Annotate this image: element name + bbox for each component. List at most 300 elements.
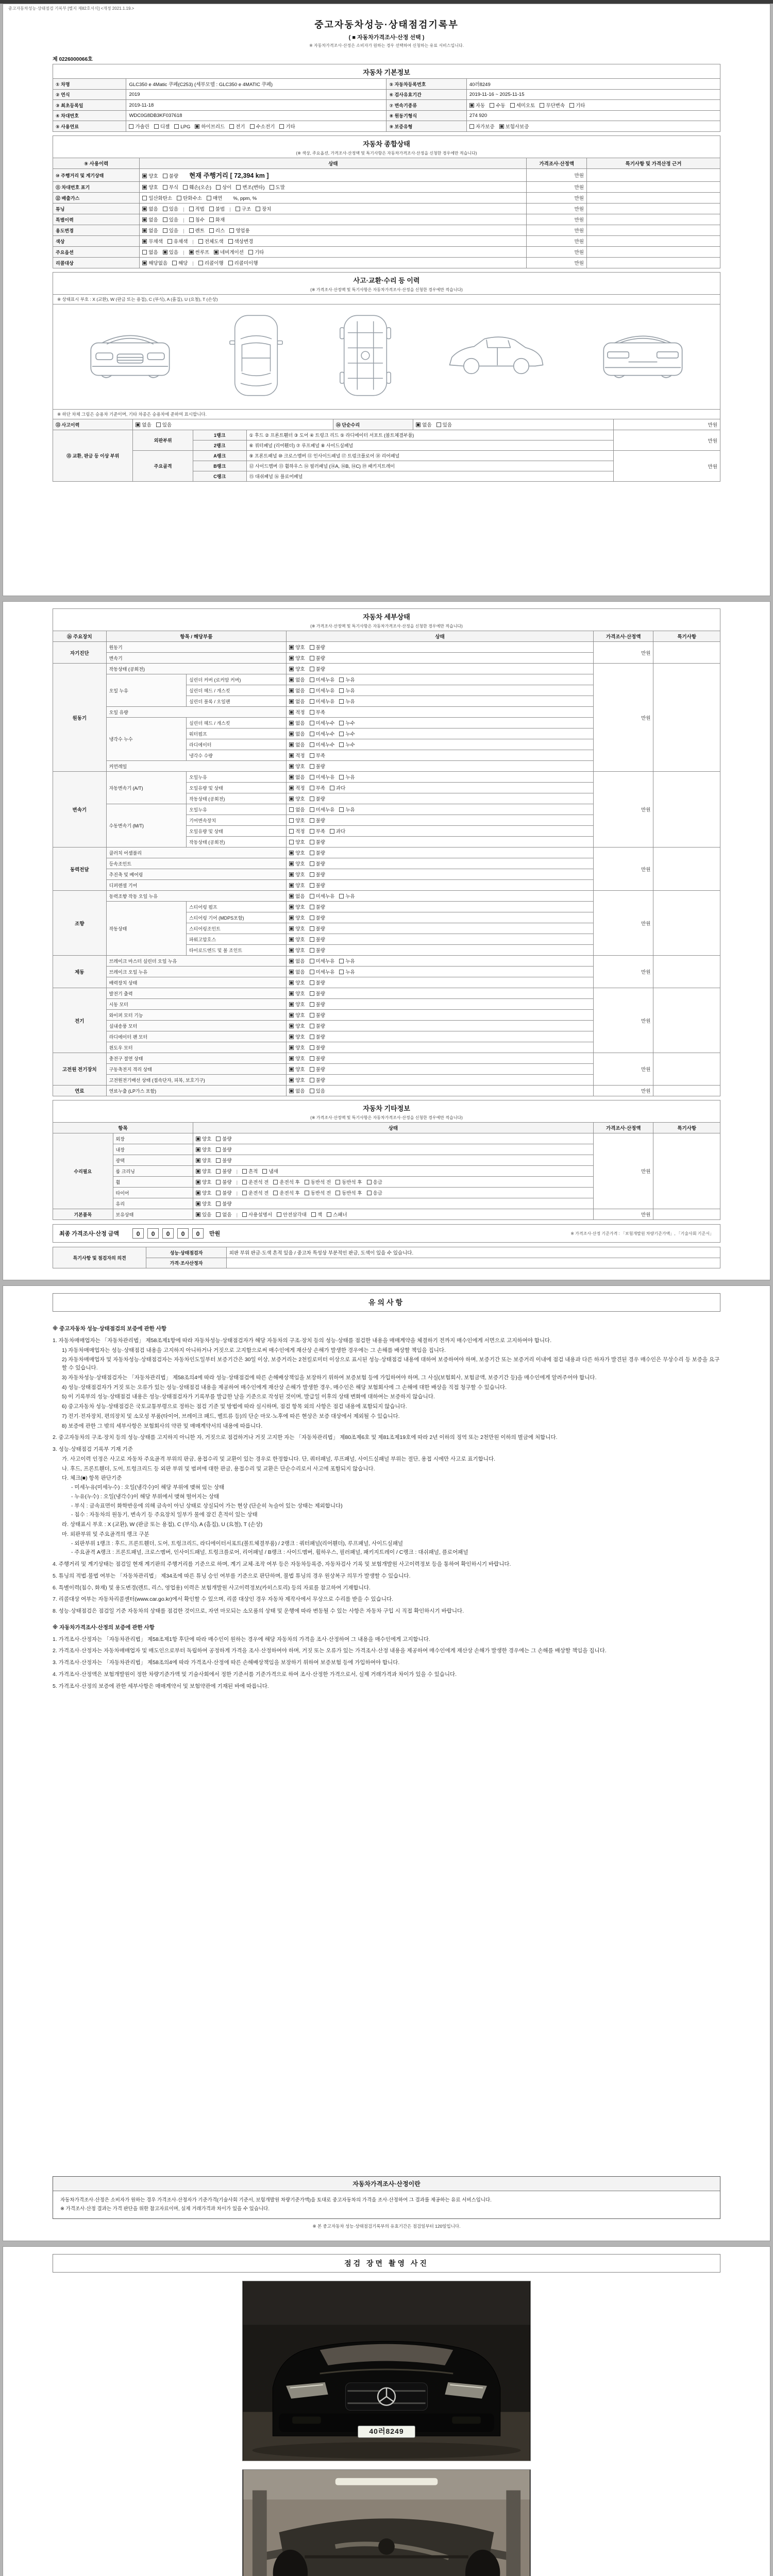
checked-checkbox-icon[interactable]: [289, 1013, 294, 1018]
checked-checkbox-icon[interactable]: [289, 775, 294, 779]
unchecked-checkbox-icon[interactable]: [189, 228, 194, 233]
checkbox-option[interactable]: [289, 773, 305, 781]
unchecked-checkbox-icon[interactable]: [310, 829, 314, 834]
checkbox-option[interactable]: [209, 227, 225, 234]
checked-checkbox-icon[interactable]: [289, 1024, 294, 1028]
checkbox-option[interactable]: [289, 903, 305, 910]
unchecked-checkbox-icon[interactable]: [273, 1191, 278, 1195]
checked-checkbox-icon[interactable]: [289, 1078, 294, 1082]
checkbox-option[interactable]: [289, 849, 305, 856]
checked-checkbox-icon[interactable]: [469, 103, 474, 108]
unchecked-checkbox-icon[interactable]: [310, 1056, 314, 1061]
checked-checkbox-icon[interactable]: [195, 124, 199, 129]
checkbox-option[interactable]: [310, 946, 325, 954]
checkbox-option[interactable]: [256, 205, 271, 212]
checkbox-option[interactable]: [339, 806, 355, 813]
unchecked-checkbox-icon[interactable]: [172, 261, 177, 265]
unchecked-checkbox-icon[interactable]: [569, 103, 574, 108]
unchecked-checkbox-icon[interactable]: [310, 796, 314, 801]
checkbox-option[interactable]: [289, 1033, 305, 1040]
checked-checkbox-icon[interactable]: [163, 250, 167, 255]
checkbox-option[interactable]: [339, 892, 355, 900]
checkbox-option[interactable]: [289, 968, 305, 975]
unchecked-checkbox-icon[interactable]: [310, 677, 314, 682]
checkbox-option[interactable]: [510, 101, 535, 109]
unchecked-checkbox-icon[interactable]: [216, 1158, 221, 1163]
checked-checkbox-icon[interactable]: [289, 796, 294, 801]
checkbox-option[interactable]: [469, 123, 495, 130]
checkbox-option[interactable]: [289, 817, 305, 824]
unchecked-checkbox-icon[interactable]: [236, 185, 241, 190]
unchecked-checkbox-icon[interactable]: [242, 1212, 247, 1217]
checkbox-option[interactable]: [289, 1022, 305, 1029]
checkbox-option[interactable]: [228, 259, 258, 266]
unchecked-checkbox-icon[interactable]: [335, 1191, 340, 1195]
checked-checkbox-icon[interactable]: [289, 1089, 294, 1093]
checkbox-option[interactable]: [289, 882, 305, 889]
checkbox-option[interactable]: [310, 957, 335, 964]
unchecked-checkbox-icon[interactable]: [163, 174, 167, 178]
checked-checkbox-icon[interactable]: [196, 1191, 200, 1195]
unchecked-checkbox-icon[interactable]: [242, 1180, 247, 1184]
checkbox-option[interactable]: [214, 248, 244, 256]
checkbox-option[interactable]: [436, 421, 452, 428]
checkbox-option[interactable]: [189, 248, 210, 256]
unchecked-checkbox-icon[interactable]: [273, 1180, 278, 1184]
checkbox-option[interactable]: [242, 1167, 258, 1175]
checkbox-option[interactable]: [198, 259, 224, 266]
checked-checkbox-icon[interactable]: [289, 677, 294, 682]
checkbox-option[interactable]: [209, 205, 225, 212]
unchecked-checkbox-icon[interactable]: [310, 688, 314, 693]
checkbox-option[interactable]: [310, 1011, 325, 1019]
unchecked-checkbox-icon[interactable]: [229, 124, 234, 129]
unchecked-checkbox-icon[interactable]: [154, 124, 159, 129]
unchecked-checkbox-icon[interactable]: [242, 1191, 247, 1195]
checked-checkbox-icon[interactable]: [142, 239, 147, 244]
checkbox-option[interactable]: [216, 1167, 231, 1175]
unchecked-checkbox-icon[interactable]: [198, 261, 203, 265]
checked-checkbox-icon[interactable]: [289, 645, 294, 650]
checkbox-option[interactable]: [310, 849, 325, 856]
checked-checkbox-icon[interactable]: [289, 710, 294, 715]
checkbox-option[interactable]: [335, 1189, 362, 1196]
checked-checkbox-icon[interactable]: [289, 937, 294, 942]
checked-checkbox-icon[interactable]: [289, 764, 294, 769]
checkbox-option[interactable]: [189, 205, 205, 212]
checkbox-option[interactable]: [183, 183, 211, 191]
checkbox-option[interactable]: [310, 698, 335, 705]
checked-checkbox-icon[interactable]: [289, 948, 294, 953]
checkbox-option[interactable]: [216, 1200, 231, 1207]
unchecked-checkbox-icon[interactable]: [310, 937, 314, 942]
checkbox-option[interactable]: [242, 1211, 272, 1218]
checkbox-option[interactable]: [289, 654, 305, 662]
unchecked-checkbox-icon[interactable]: [229, 228, 234, 233]
unchecked-checkbox-icon[interactable]: [310, 721, 314, 725]
checkbox-option[interactable]: [196, 1135, 211, 1142]
unchecked-checkbox-icon[interactable]: [310, 1078, 314, 1082]
checkbox-option[interactable]: [142, 216, 158, 223]
unchecked-checkbox-icon[interactable]: [256, 207, 260, 211]
unchecked-checkbox-icon[interactable]: [289, 807, 294, 812]
checked-checkbox-icon[interactable]: [289, 926, 294, 931]
unchecked-checkbox-icon[interactable]: [367, 1180, 372, 1184]
unchecked-checkbox-icon[interactable]: [216, 1147, 221, 1152]
unchecked-checkbox-icon[interactable]: [216, 1180, 221, 1184]
checked-checkbox-icon[interactable]: [289, 872, 294, 877]
checkbox-option[interactable]: [289, 730, 305, 737]
checkbox-option[interactable]: [310, 762, 325, 770]
checkbox-option[interactable]: [310, 979, 325, 986]
checkbox-option[interactable]: [310, 643, 325, 651]
unchecked-checkbox-icon[interactable]: [216, 1201, 221, 1206]
checked-checkbox-icon[interactable]: [289, 980, 294, 985]
checked-checkbox-icon[interactable]: [289, 732, 294, 736]
checkbox-option[interactable]: [289, 676, 305, 683]
checkbox-option[interactable]: [270, 183, 285, 191]
checkbox-option[interactable]: [142, 248, 158, 256]
unchecked-checkbox-icon[interactable]: [339, 742, 344, 747]
checkbox-option[interactable]: [305, 1178, 331, 1185]
checked-checkbox-icon[interactable]: [196, 1158, 200, 1163]
checkbox-option[interactable]: [305, 1189, 331, 1196]
unchecked-checkbox-icon[interactable]: [335, 1180, 340, 1184]
unchecked-checkbox-icon[interactable]: [163, 185, 167, 190]
unchecked-checkbox-icon[interactable]: [490, 103, 494, 108]
unchecked-checkbox-icon[interactable]: [339, 721, 344, 725]
checkbox-option[interactable]: [216, 1178, 231, 1185]
unchecked-checkbox-icon[interactable]: [216, 1169, 221, 1174]
checkbox-option[interactable]: [216, 183, 231, 191]
checkbox-option[interactable]: [142, 227, 158, 234]
unchecked-checkbox-icon[interactable]: [310, 1089, 314, 1093]
checkbox-option[interactable]: [163, 216, 178, 223]
checkbox-option[interactable]: [289, 752, 305, 759]
checkbox-option[interactable]: [289, 1055, 305, 1062]
unchecked-checkbox-icon[interactable]: [207, 196, 211, 200]
checkbox-option[interactable]: [142, 259, 167, 266]
checkbox-option[interactable]: [196, 1178, 211, 1185]
checked-checkbox-icon[interactable]: [142, 207, 147, 211]
checkbox-option[interactable]: [310, 1055, 325, 1062]
checkbox-option[interactable]: [289, 687, 305, 694]
checkbox-option[interactable]: [289, 860, 305, 867]
checkbox-option[interactable]: [310, 806, 335, 813]
checkbox-option[interactable]: [339, 957, 355, 964]
checkbox-option[interactable]: [310, 903, 325, 910]
checkbox-option[interactable]: [228, 238, 254, 245]
unchecked-checkbox-icon[interactable]: [228, 239, 233, 244]
checkbox-option[interactable]: [289, 784, 305, 791]
checked-checkbox-icon[interactable]: [289, 742, 294, 747]
unchecked-checkbox-icon[interactable]: [250, 124, 255, 129]
unchecked-checkbox-icon[interactable]: [310, 656, 314, 660]
checkbox-option[interactable]: [289, 990, 305, 997]
unchecked-checkbox-icon[interactable]: [339, 688, 344, 693]
checked-checkbox-icon[interactable]: [196, 1212, 200, 1217]
unchecked-checkbox-icon[interactable]: [311, 1212, 316, 1217]
checkbox-option[interactable]: [367, 1178, 382, 1185]
checked-checkbox-icon[interactable]: [289, 786, 294, 790]
unchecked-checkbox-icon[interactable]: [209, 207, 214, 211]
checked-checkbox-icon[interactable]: [142, 217, 147, 222]
unchecked-checkbox-icon[interactable]: [289, 818, 294, 823]
checkbox-option[interactable]: [569, 101, 585, 109]
checkbox-option[interactable]: [310, 1033, 325, 1040]
unchecked-checkbox-icon[interactable]: [310, 1035, 314, 1039]
checkbox-option[interactable]: [289, 719, 305, 726]
checkbox-option[interactable]: [279, 123, 295, 130]
checkbox-option[interactable]: [310, 925, 325, 932]
unchecked-checkbox-icon[interactable]: [163, 207, 167, 211]
unchecked-checkbox-icon[interactable]: [339, 732, 344, 736]
unchecked-checkbox-icon[interactable]: [177, 196, 181, 200]
checked-checkbox-icon[interactable]: [289, 1067, 294, 1072]
checked-checkbox-icon[interactable]: [196, 1169, 200, 1174]
checkbox-option[interactable]: [310, 838, 325, 845]
checkbox-option[interactable]: [129, 123, 149, 130]
unchecked-checkbox-icon[interactable]: [236, 207, 240, 211]
unchecked-checkbox-icon[interactable]: [310, 894, 314, 899]
checkbox-option[interactable]: [310, 1087, 325, 1094]
unchecked-checkbox-icon[interactable]: [305, 1180, 309, 1184]
unchecked-checkbox-icon[interactable]: [216, 185, 221, 190]
checkbox-option[interactable]: [327, 1211, 347, 1218]
checkbox-option[interactable]: [196, 1211, 211, 1218]
unchecked-checkbox-icon[interactable]: [540, 103, 544, 108]
checkbox-option[interactable]: [229, 227, 250, 234]
unchecked-checkbox-icon[interactable]: [469, 124, 474, 129]
unchecked-checkbox-icon[interactable]: [156, 422, 161, 427]
checked-checkbox-icon[interactable]: [289, 883, 294, 888]
checked-checkbox-icon[interactable]: [289, 894, 294, 899]
unchecked-checkbox-icon[interactable]: [310, 645, 314, 650]
checked-checkbox-icon[interactable]: [189, 250, 194, 255]
unchecked-checkbox-icon[interactable]: [216, 1212, 221, 1217]
unchecked-checkbox-icon[interactable]: [310, 1067, 314, 1072]
checkbox-option[interactable]: [196, 1146, 211, 1153]
checkbox-option[interactable]: [310, 784, 325, 791]
checkbox-option[interactable]: [416, 421, 431, 428]
checkbox-option[interactable]: [236, 183, 264, 191]
checkbox-option[interactable]: [499, 123, 529, 130]
unchecked-checkbox-icon[interactable]: [183, 185, 188, 190]
unchecked-checkbox-icon[interactable]: [142, 196, 147, 200]
checkbox-option[interactable]: [339, 676, 355, 683]
unchecked-checkbox-icon[interactable]: [310, 753, 314, 758]
unchecked-checkbox-icon[interactable]: [142, 250, 147, 255]
checkbox-option[interactable]: [216, 1135, 231, 1142]
checkbox-option[interactable]: [248, 248, 264, 256]
checkbox-option[interactable]: [310, 741, 335, 748]
checked-checkbox-icon[interactable]: [196, 1147, 200, 1152]
checkbox-option[interactable]: [289, 936, 305, 943]
checked-checkbox-icon[interactable]: [196, 1180, 200, 1184]
unchecked-checkbox-icon[interactable]: [310, 1013, 314, 1018]
checkbox-option[interactable]: [310, 773, 335, 781]
checkbox-option[interactable]: [310, 1001, 325, 1008]
unchecked-checkbox-icon[interactable]: [310, 732, 314, 736]
unchecked-checkbox-icon[interactable]: [129, 124, 133, 129]
checked-checkbox-icon[interactable]: [499, 124, 504, 129]
checkbox-option[interactable]: [189, 216, 205, 223]
checkbox-option[interactable]: [330, 827, 345, 835]
checkbox-option[interactable]: [310, 990, 325, 997]
checkbox-option[interactable]: [310, 936, 325, 943]
checkbox-option[interactable]: [367, 1189, 382, 1196]
checkbox-option[interactable]: [262, 1167, 278, 1175]
checkbox-option[interactable]: [310, 719, 335, 726]
checkbox-option[interactable]: [289, 925, 305, 932]
unchecked-checkbox-icon[interactable]: [327, 1212, 331, 1217]
checkbox-option[interactable]: [142, 183, 158, 191]
checkbox-option[interactable]: [189, 227, 205, 234]
checkbox-option[interactable]: [289, 643, 305, 651]
checked-checkbox-icon[interactable]: [289, 1056, 294, 1061]
checkbox-option[interactable]: [335, 1178, 362, 1185]
checked-checkbox-icon[interactable]: [289, 916, 294, 920]
checkbox-option[interactable]: [289, 1065, 305, 1073]
checkbox-option[interactable]: [216, 1146, 231, 1153]
checked-checkbox-icon[interactable]: [289, 667, 294, 671]
unchecked-checkbox-icon[interactable]: [330, 786, 334, 790]
unchecked-checkbox-icon[interactable]: [339, 970, 344, 974]
unchecked-checkbox-icon[interactable]: [305, 1191, 309, 1195]
checkbox-option[interactable]: [250, 123, 275, 130]
checkbox-option[interactable]: [196, 1167, 211, 1175]
checkbox-option[interactable]: [163, 172, 178, 179]
unchecked-checkbox-icon[interactable]: [310, 926, 314, 931]
checked-checkbox-icon[interactable]: [196, 1201, 200, 1206]
unchecked-checkbox-icon[interactable]: [310, 786, 314, 790]
checkbox-option[interactable]: [172, 259, 188, 266]
unchecked-checkbox-icon[interactable]: [310, 764, 314, 769]
unchecked-checkbox-icon[interactable]: [198, 239, 203, 244]
checkbox-option[interactable]: [236, 205, 251, 212]
checkbox-option[interactable]: [289, 914, 305, 921]
unchecked-checkbox-icon[interactable]: [163, 228, 167, 233]
unchecked-checkbox-icon[interactable]: [339, 959, 344, 963]
checkbox-option[interactable]: [289, 741, 305, 748]
unchecked-checkbox-icon[interactable]: [189, 217, 194, 222]
checkbox-option[interactable]: [490, 101, 505, 109]
checkbox-option[interactable]: [310, 1065, 325, 1073]
checkbox-option[interactable]: [209, 216, 225, 223]
unchecked-checkbox-icon[interactable]: [310, 905, 314, 909]
checkbox-option[interactable]: [339, 741, 355, 748]
unchecked-checkbox-icon[interactable]: [310, 710, 314, 715]
checkbox-option[interactable]: [289, 1001, 305, 1008]
checkbox-option[interactable]: [339, 968, 355, 975]
checkbox-option[interactable]: [339, 698, 355, 705]
checkbox-option[interactable]: [310, 860, 325, 867]
checkbox-option[interactable]: [242, 1189, 268, 1196]
checkbox-option[interactable]: [310, 1076, 325, 1083]
unchecked-checkbox-icon[interactable]: [289, 840, 294, 844]
checked-checkbox-icon[interactable]: [142, 261, 147, 265]
checkbox-option[interactable]: [289, 795, 305, 802]
checkbox-option[interactable]: [469, 101, 485, 109]
checkbox-option[interactable]: [289, 806, 305, 813]
checkbox-option[interactable]: [289, 1011, 305, 1019]
unchecked-checkbox-icon[interactable]: [310, 667, 314, 671]
checkbox-option[interactable]: [216, 1157, 231, 1164]
unchecked-checkbox-icon[interactable]: [289, 829, 294, 834]
unchecked-checkbox-icon[interactable]: [310, 742, 314, 747]
checked-checkbox-icon[interactable]: [416, 422, 421, 427]
checkbox-option[interactable]: [207, 194, 222, 201]
checkbox-option[interactable]: [310, 730, 335, 737]
checked-checkbox-icon[interactable]: [289, 861, 294, 866]
checkbox-option[interactable]: [310, 882, 325, 889]
unchecked-checkbox-icon[interactable]: [209, 217, 214, 222]
checkbox-option[interactable]: [156, 421, 172, 428]
checked-checkbox-icon[interactable]: [289, 959, 294, 963]
checkbox-option[interactable]: [310, 654, 325, 662]
unchecked-checkbox-icon[interactable]: [310, 980, 314, 985]
unchecked-checkbox-icon[interactable]: [310, 851, 314, 855]
unchecked-checkbox-icon[interactable]: [228, 261, 233, 265]
checked-checkbox-icon[interactable]: [289, 1035, 294, 1039]
checkbox-option[interactable]: [289, 871, 305, 878]
checked-checkbox-icon[interactable]: [142, 228, 147, 233]
checkbox-option[interactable]: [310, 795, 325, 802]
checkbox-option[interactable]: [339, 773, 355, 781]
unchecked-checkbox-icon[interactable]: [510, 103, 515, 108]
unchecked-checkbox-icon[interactable]: [339, 699, 344, 704]
checked-checkbox-icon[interactable]: [289, 970, 294, 974]
checkbox-option[interactable]: [273, 1178, 299, 1185]
checkbox-option[interactable]: [198, 238, 224, 245]
unchecked-checkbox-icon[interactable]: [189, 207, 194, 211]
checked-checkbox-icon[interactable]: [142, 174, 147, 178]
checkbox-option[interactable]: [289, 946, 305, 954]
unchecked-checkbox-icon[interactable]: [310, 1002, 314, 1007]
checkbox-option[interactable]: [289, 827, 305, 835]
checked-checkbox-icon[interactable]: [289, 721, 294, 725]
checkbox-option[interactable]: [540, 101, 565, 109]
checked-checkbox-icon[interactable]: [136, 422, 140, 427]
checked-checkbox-icon[interactable]: [289, 851, 294, 855]
checkbox-option[interactable]: [289, 1076, 305, 1083]
checkbox-option[interactable]: [136, 421, 151, 428]
checkbox-option[interactable]: [310, 752, 325, 759]
checkbox-option[interactable]: [154, 123, 170, 130]
unchecked-checkbox-icon[interactable]: [310, 807, 314, 812]
checkbox-option[interactable]: [310, 827, 325, 835]
checkbox-option[interactable]: [196, 1157, 211, 1164]
checkbox-option[interactable]: [196, 1189, 211, 1196]
checked-checkbox-icon[interactable]: [289, 699, 294, 704]
checkbox-option[interactable]: [142, 238, 163, 245]
unchecked-checkbox-icon[interactable]: [310, 991, 314, 996]
unchecked-checkbox-icon[interactable]: [339, 807, 344, 812]
unchecked-checkbox-icon[interactable]: [242, 1169, 247, 1174]
checked-checkbox-icon[interactable]: [196, 1137, 200, 1141]
checkbox-option[interactable]: [289, 1087, 305, 1094]
unchecked-checkbox-icon[interactable]: [279, 124, 284, 129]
unchecked-checkbox-icon[interactable]: [216, 1137, 221, 1141]
checkbox-option[interactable]: [289, 708, 305, 716]
checkbox-option[interactable]: [174, 124, 190, 130]
unchecked-checkbox-icon[interactable]: [310, 818, 314, 823]
checkbox-option[interactable]: [310, 817, 325, 824]
checked-checkbox-icon[interactable]: [289, 753, 294, 758]
checkbox-option[interactable]: [311, 1211, 322, 1218]
checkbox-option[interactable]: [167, 238, 188, 245]
checkbox-option[interactable]: [310, 968, 335, 975]
